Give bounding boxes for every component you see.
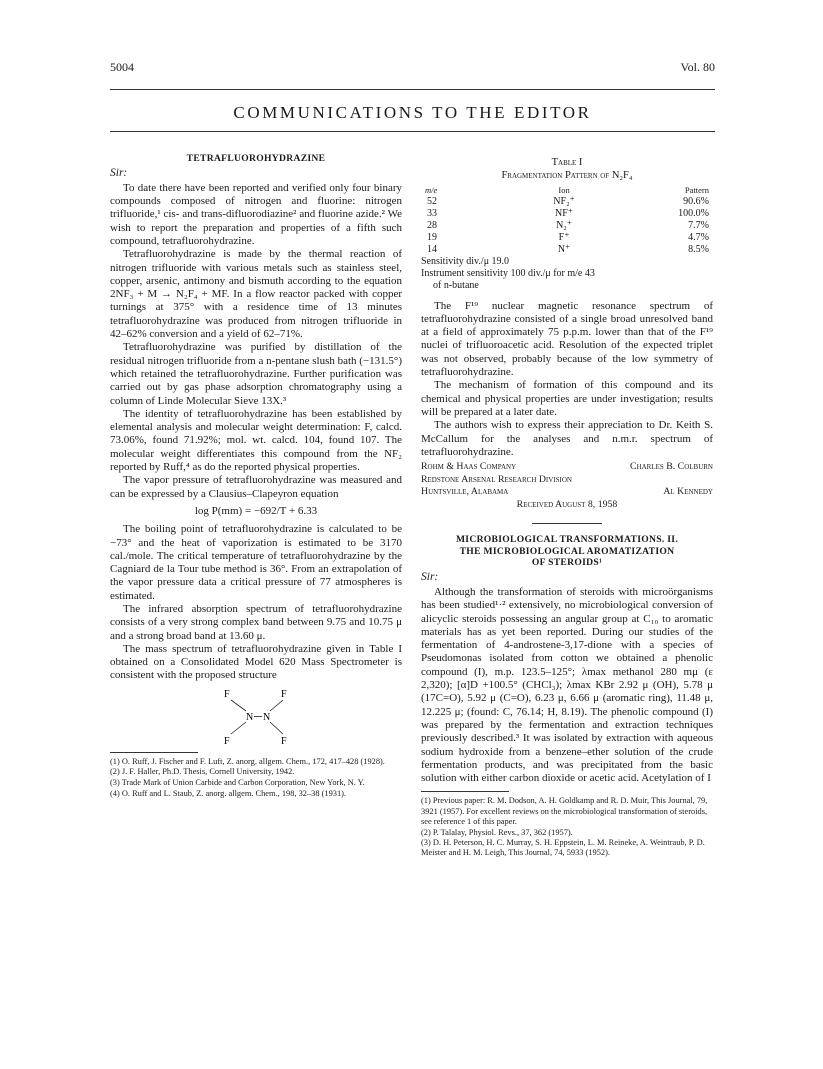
table-1 [421,156,713,292]
table-row [421,208,713,220]
n2f4-structure [110,686,402,746]
table-cell: 19 [427,231,437,243]
table-cell: F⁺ [558,231,570,243]
structure-f-top-right: F [281,688,287,700]
top-rule [110,89,715,90]
article2-heading-line: THE MICROBIOLOGICAL AROMATIZATION [459,545,675,557]
article1-paragraph: The mechanism of formation of this compound and its chemical and physical properties are under investigation; results will be prepared at a later date. [421,379,713,418]
footnote: (2) J. F. Haller, Ph.D. Thesis, Cornell University, 1942. [110,767,295,777]
table-cell: N⁺ [557,243,571,255]
footnote-rule [110,752,198,753]
table-cell: 100.0% [678,207,709,219]
table-cell: 33 [427,207,437,219]
table-cell: 14 [427,243,437,255]
article1-paragraph: The vapor pressure of tetrafluorohydrazine was measured and can be expressed by a Clausius–Clapeyron equation [110,474,402,500]
author-signature [421,461,713,511]
column-header: Pattern [684,184,709,195]
column-header: m/e [425,184,438,195]
table-note: Instrument sensitivity 100 div./μ for m/e 43 [421,267,595,279]
left-column [110,153,402,800]
article2-paragraph: Although the transformation of steroids with microörganisms has been studied¹·² extensively, no microbiological conversion of alicyclic steroids possessing an angular group at C₁₀ to aromatic materials has as yet been reported. During our studies of the fermentation of 4-androstene-3,17-dione with a species of Pseudomonas isolated from cotton we obtained a phenolic compound (I), m.p. 123.5–125°; λmax methanol 280 mμ (ε 2,320); [α]D +100.5° (CHCl₃); λmax KBr 2.92 μ (OH), 5.78 μ (17C=O), 5.92 μ (C=O), 6.23 μ, 6.66 μ (aromatic ring), 11.48 μ, 12.225 μ; (found: C, 76.14; H, 8.19). The phenolic compound (I) was prepared by the fermentation and extraction techniques previously described.³ It was isolated by extraction with aqueous sodium hydroxide from a benzene–ether solution of the crude fermentation products, and was precipitated from the basic solution with either carbon dioxide or acetic acid. Acetylation of I [421,585,713,785]
article1-paragraph: Tetrafluorohydrazine was purified by distillation of the residual nitrogen trifluoride from a n-pentane slush bath (−131.5°) which retained the tetrafluorohydrazine. Further purification was carried out by gas phase adsorption chromatography using a column of Linde Molecular Sieve 13X.³ [110,341,402,407]
footnote: (3) D. H. Peterson, H. C. Murray, S. H. Eppstein, L. M. Reineke, A. Weintraub, P. D. Meister and H. M. Leigh, This Journal, 74, 5933 (1952). [421,838,705,858]
footnote: (3) Trade Mark of Union Carbide and Carbon Corporation, New York, N. Y. [110,778,365,788]
article2-heading-line: MICROBIOLOGICAL TRANSFORMATIONS. II. [455,534,679,546]
article2-salutation: Sir: [421,570,439,583]
article1-salutation: Sir: [110,166,128,179]
structure-f-bottom-right: F [281,735,287,746]
footnote: (2) P. Talalay, Physiol. Revs., 37, 362 (1957). [421,827,573,837]
structure-n-left: N [246,711,254,723]
bond-f-n-upper-right [270,700,283,711]
footnote: (1) Previous paper: R. M. Dodson, A. H. Goldkamp and R. D. Muir, This Journal, 79, 3921 (1957). For excellent reviews on the microbiological transformation of steroids, see reference 1 of this paper. [421,796,708,826]
article1-paragraph: The authors wish to express their appreciation to Dr. Keith S. McCallum for the analyses and n.m.r. spectrum of tetrafluorohydrazine. [421,419,713,458]
article2-heading [421,534,713,569]
article2-footnotes [421,796,713,858]
article1-paragraph: Tetrafluorohydrazine is made by the thermal reaction of nitrogen trifluoride with various metals such as stainless steel, copper, arsenic, antimony and bismuth according to the equation 2NF₃ + M → N₂F₄ + MF. In a flow reactor packed with copper turnings at 375° with a residence time of 13 minutes tetrafluorohydrazine was produced from nitrogen trifluoride in 42–62% conversion and a yield of 62–71%. [110,248,402,341]
table-caption: Table I [551,157,583,168]
footnote: (1) O. Ruff, J. Fischer and F. Luft, Z. anorg. allgem. Chem., 172, 417–428 (1928). [110,756,385,766]
table-cell: 4.7% [688,231,709,243]
section-title: COMMUNICATIONS TO THE EDITOR [233,103,592,122]
table-cell: 90.6% [683,195,709,207]
article1-paragraph: The identity of tetrafluorohydrazine has been established by elemental analysis and molecular weight determination: F, calcd. 73.06%, found 71.92%; mol. wt. calcd. 104, found 107. The molecular weight differentiates this compound from the NF₂ reported by Ruff,⁴ as do the reported physical properties. [110,407,402,474]
table-row [421,220,713,232]
article1-paragraph: To date there have been reported and verified only four binary compounds composed of nitrogen and fluorine: nitrogen trifluoride,¹ cis- and trans-difluorodiazine² and fluorine azide.² We wish to report the preparation and properties of a fifth such compound, tetrafluorohydrazine. [110,181,402,247]
location: Huntsville, Alabama [421,486,509,498]
title-rule [110,131,715,132]
article1-paragraph: The boiling point of tetrafluorohydrazine is calculated to be −73° and the heat of vaporization is estimated to be 3170 cal./mole. The critical temperature of tetrafluorohydrazine by the Cagniard de la Tour tube method is 36°. From an extrapolation of the vapor pressure data a critical pressure of 77 atmospheres is estimated. [110,523,402,602]
article1-paragraph: The infrared absorption spectrum of tetrafluorohydrazine consists of a very strong complex band between 9.75 and 10.75 μ and a strong broad band at 13.60 μ. [110,603,402,642]
received-date: Received August 8, 1958 [516,498,618,510]
table-cell: 8.5% [688,243,709,255]
volume-label: Vol. 80 [680,60,715,74]
article1-paragraph: The F¹⁹ nuclear magnetic resonance spectrum of tetrafluorohydrazine consisted of a single broad unresolved band at a field of approximately 75 p.p.m. lower than that of the F¹⁹ nuclei of trifluoroacetic acid. Resolution of the expected triplet was not observed, probably because of the low symmetry of tetrafluorohydrazine. [421,299,713,379]
footnote-rule [421,791,509,792]
author-name: Al Kennedy [663,486,713,498]
bond-f-n-lower-left [231,722,246,734]
table-header-row [421,184,713,196]
page-number: 5004 [110,60,134,74]
bond-f-n-lower-right [270,722,283,734]
author-name: Charles B. Colburn [630,461,713,473]
footnote: (4) O. Ruff and L. Staub, Z. anorg. allgem. Chem., 198, 32–38 (1931). [110,788,347,798]
table-cell: 52 [427,195,437,207]
clausius-clapeyron-equation: log P(mm) = −692/T + 6.33 [194,504,318,517]
table-cell: NF⁺ [555,207,574,219]
structure-n-right: N [263,711,271,723]
article2-heading-line: OF STEROIDS¹ [531,557,603,569]
column-header: Ion [558,184,570,195]
structure-f-bottom-left: F [224,735,230,746]
article1-heading: TETRAFLUOROHYDRAZINE [186,153,326,164]
organization: Redstone Arsenal Research Division [421,473,572,485]
table-row [421,244,713,256]
article1-paragraph: The mass spectrum of tetrafluorohydrazine given in Table I obtained on a Consolidated Model 620 Mass Spectrometer is consistent with the proposed structure [110,642,402,682]
table-cell: NF₂⁺ [553,195,575,207]
table-cell: 7.7% [688,219,709,231]
organization: Rohm & Haas Company [421,461,517,473]
article1-footnotes [110,757,402,799]
table-row [421,232,713,244]
table-note: of n-butane [433,279,479,291]
fragmentation-table [421,184,713,256]
table-cell: 28 [427,219,437,231]
article-separator [532,523,602,524]
structure-f-top-left: F [224,688,230,700]
table-row [421,196,713,208]
table-cell: N₂⁺ [556,219,573,231]
bond-f-n-upper-left [231,700,246,711]
table-title: Fragmentation Pattern of N₂F₄ [501,170,633,182]
table-note: Sensitivity div./μ 19.0 [421,255,510,267]
right-column [421,156,713,859]
